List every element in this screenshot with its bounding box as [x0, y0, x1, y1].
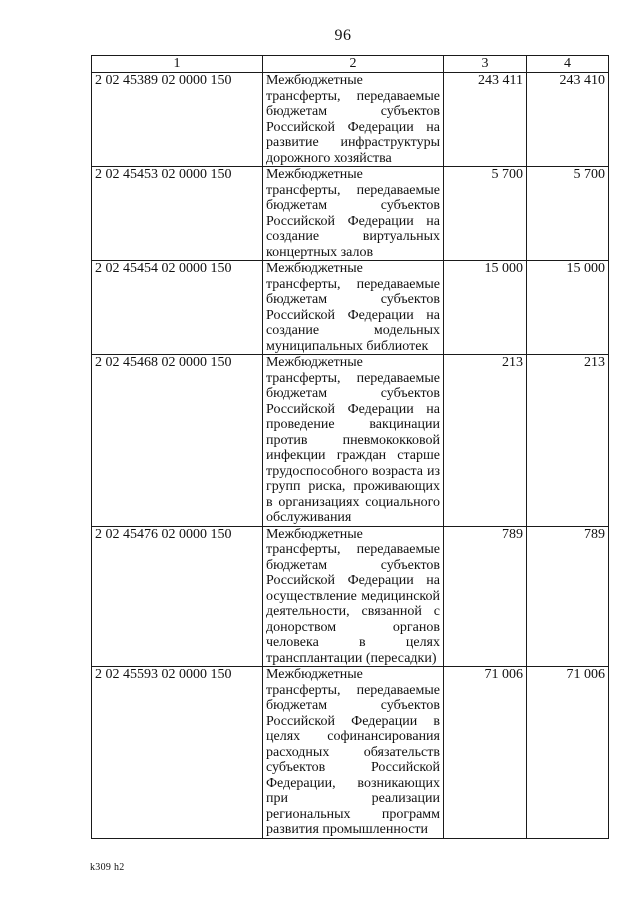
amount-col-3: 71 006 [444, 667, 527, 839]
amount-col-3: 5 700 [444, 167, 527, 261]
amount-col-3: 789 [444, 526, 527, 667]
revenue-code: 2 02 45454 02 0000 150 [92, 261, 263, 355]
document-footer-mark: k309 h2 [90, 862, 125, 873]
amount-col-4: 213 [527, 355, 609, 527]
revenue-code: 2 02 45468 02 0000 150 [92, 355, 263, 527]
revenue-description: Межбюджетные трансферты, передаваемые бюджетам субъектов Российской Федерации на создание модельных муниципальных библиотек [263, 261, 444, 355]
revenue-code: 2 02 45389 02 0000 150 [92, 73, 263, 167]
revenue-code: 2 02 45453 02 0000 150 [92, 167, 263, 261]
revenue-description: Межбюджетные трансферты, передаваемые бюджетам субъектов Российской Федерации на осуществление медицинской деятельности, связанной с донорством органов человека в целях трансплантации (пересадки) [263, 526, 444, 667]
amount-col-4: 243 410 [527, 73, 609, 167]
amount-col-4: 5 700 [527, 167, 609, 261]
header-col-1: 1 [92, 56, 263, 73]
revenue-description: Межбюджетные трансферты, передаваемые бюджетам субъектов Российской Федерации на проведение вакцинации против пневмококковой инфекции граждан старше трудоспособного возраста из групп риска, проживающих в организациях социального обслуживания [263, 355, 444, 527]
amount-col-4: 15 000 [527, 261, 609, 355]
page-number: 96 [334, 27, 352, 44]
amount-col-3: 213 [444, 355, 527, 527]
table-header-row [92, 56, 609, 73]
revenue-description: Межбюджетные трансферты, передаваемые бюджетам субъектов Российской Федерации в целях софинансирования расходных обязательств субъектов Российской Федерации, возникающих при реализации региональных программ развития промышленности [263, 667, 444, 839]
revenue-description: Межбюджетные трансферты, передаваемые бюджетам субъектов Российской Федерации на создание виртуальных концертных залов [263, 167, 444, 261]
table-row [92, 526, 609, 667]
table-row [92, 167, 609, 261]
table-row [92, 667, 609, 839]
amount-col-3: 15 000 [444, 261, 527, 355]
table-row [92, 261, 609, 355]
budget-table [91, 55, 609, 839]
header-col-3: 3 [444, 56, 527, 73]
table-row [92, 73, 609, 167]
revenue-description: Межбюджетные трансферты, передаваемые бюджетам субъектов Российской Федерации на развитие инфраструктуры дорожного хозяйства [263, 73, 444, 167]
amount-col-4: 789 [527, 526, 609, 667]
revenue-code: 2 02 45593 02 0000 150 [92, 667, 263, 839]
amount-col-3: 243 411 [444, 73, 527, 167]
amount-col-4: 71 006 [527, 667, 609, 839]
revenue-code: 2 02 45476 02 0000 150 [92, 526, 263, 667]
table-row [92, 355, 609, 527]
header-col-4: 4 [527, 56, 609, 73]
header-col-2: 2 [263, 56, 444, 73]
